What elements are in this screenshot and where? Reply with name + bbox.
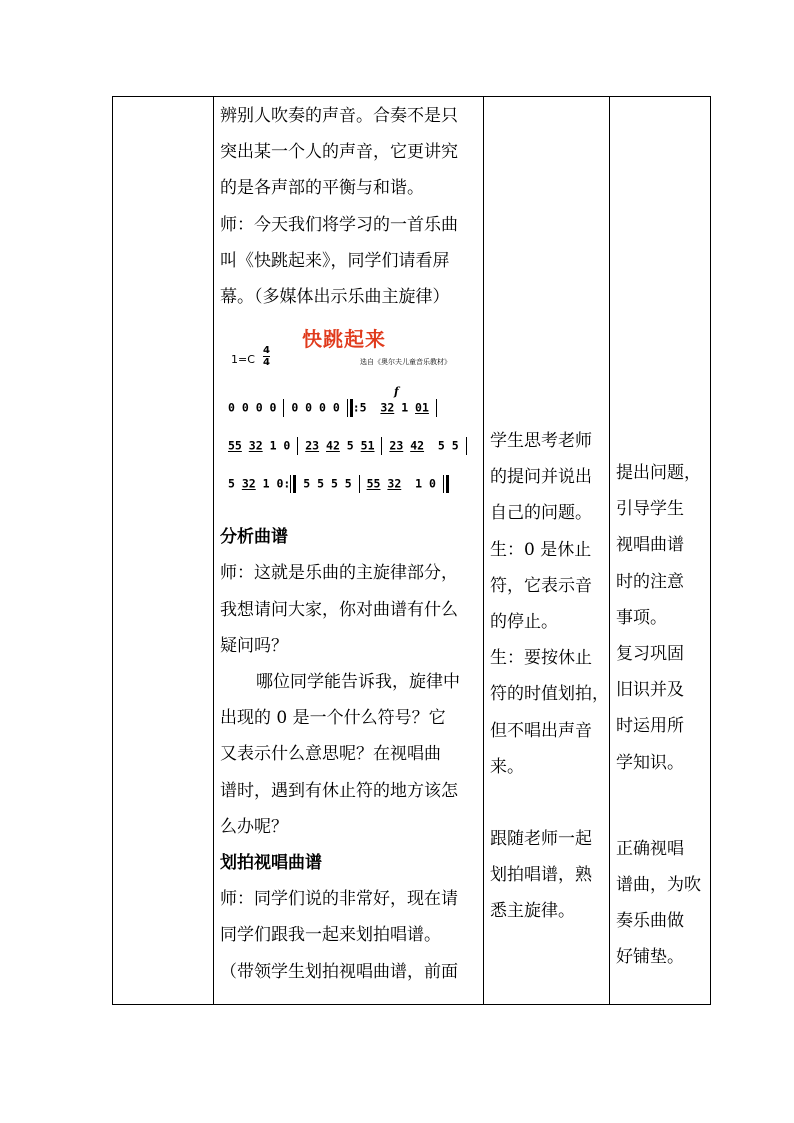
section-heading: 分析曲谱	[220, 527, 288, 548]
text-line: 好铺垫。	[616, 947, 684, 968]
text-line: 同学们跟我一起来划拍唱谱。	[220, 925, 441, 946]
text-line: 事项。	[616, 607, 667, 628]
text-line: 的是各声部的平衡与和谐。	[220, 178, 424, 199]
blank-line	[610, 817, 710, 831]
text-line: 叫《快跳起来》，同学们请看屏	[220, 250, 450, 271]
text-line: 时的注意	[616, 571, 684, 592]
text-line: 生：要按休止	[490, 648, 592, 669]
text-line: 时运用所	[616, 716, 684, 737]
section-heading: 划拍视唱曲谱	[220, 853, 322, 874]
text-line: 自己的问题。	[490, 503, 592, 524]
music-score-image	[214, 317, 482, 515]
text-line: 复习巩固	[616, 644, 684, 665]
text-line: 悉主旋律。	[490, 901, 575, 922]
text-line: 突出某一个人的声音，它更讲究	[220, 142, 458, 163]
text-line: （带领学生划拍视唱曲谱，前面	[220, 961, 458, 982]
teacher-activity-cell	[214, 97, 482, 990]
score-line: 5 32 1 0: 5 5 5 5 55 32 1 0	[228, 475, 449, 493]
design-intent-cell	[610, 455, 710, 976]
text-line: 的提问并说出	[490, 467, 592, 488]
text-line: 符，它表示音	[490, 575, 592, 596]
score-dynamic: f	[394, 385, 399, 399]
text-line: 师：这就是乐曲的主旋律部分，	[220, 563, 458, 584]
text-line: 的停止。	[490, 612, 558, 633]
text-line: 但不唱出声音	[490, 720, 592, 741]
text-line: 奏乐曲做	[616, 911, 684, 932]
score-source: 选自《奥尔夫儿童音乐教材》	[360, 358, 451, 367]
score-title: 快跳起来	[302, 327, 386, 352]
text-line: 引导学生	[616, 499, 684, 520]
text-line: 师：同学们说的非常好，现在请	[220, 889, 458, 910]
text-line: 视唱曲谱	[616, 535, 684, 556]
text-line: 旧识并及	[616, 680, 684, 701]
blank-line	[484, 785, 608, 821]
text-line: 又表示什么意思呢？在视唱曲	[220, 744, 441, 765]
student-activity-cell	[484, 423, 608, 930]
text-line: 哪位同学能告诉我，旋律中	[256, 672, 460, 693]
text-line: 我想请问大家，你对曲谱有什么	[220, 599, 458, 620]
text-line: 么办呢？	[220, 816, 288, 837]
text-line: 师：今天我们将学习的一首乐曲	[220, 214, 458, 235]
text-line: 谱时，遇到有休止符的地方该怎	[220, 780, 458, 801]
text-line: 划拍唱谱，熟	[490, 865, 592, 886]
text-line: 正确视唱	[616, 838, 684, 859]
text-line: 来。	[490, 756, 524, 777]
text-line: 提出问题，	[616, 463, 701, 483]
lesson-plan-table	[112, 96, 711, 1005]
score-line: 55 32 1 0 23 42 5 51 23 42 5 5	[228, 437, 467, 455]
text-line: 辨别人吹奏的声音。合奏不是只	[220, 106, 458, 126]
text-line: 疑问吗？	[220, 635, 288, 656]
text-line: 生：0 是休止	[490, 539, 592, 560]
text-line: 学知识。	[616, 752, 684, 773]
text-line: 符的时值划拍，	[490, 684, 609, 705]
text-line: 出现的 0 是一个什么符号？它	[220, 708, 446, 729]
text-line: 谱曲，为吹	[616, 875, 701, 896]
text-line: 学生思考老师	[490, 431, 592, 451]
score-key: 1=C	[231, 353, 255, 367]
score-time-signature: 4 4	[263, 345, 270, 369]
blank-line	[610, 781, 710, 817]
score-line: 0 0 0 0 0 0 0 0 :5 32 1 01	[228, 399, 437, 417]
text-line: 跟随老师一起	[490, 829, 592, 850]
text-line: 幕。（多媒体出示乐曲主旋律）	[220, 287, 450, 308]
